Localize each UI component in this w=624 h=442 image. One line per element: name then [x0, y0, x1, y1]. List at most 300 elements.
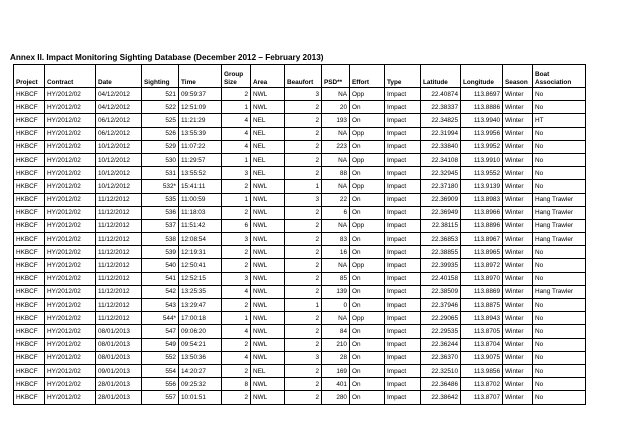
table-cell: Impact [385, 219, 421, 232]
table-cell: Winter [503, 88, 533, 101]
table-row [14, 285, 586, 298]
table-cell: Hang Trawler [533, 219, 586, 232]
table-cell: 113.8896 [461, 219, 503, 232]
table-cell: HT [533, 114, 586, 127]
table-cell: Opp [350, 259, 385, 272]
table-cell: 526 [142, 127, 179, 140]
table-cell: 2 [285, 259, 322, 272]
table-cell: NEL [251, 153, 285, 166]
table-cell: 09:06:20 [179, 325, 222, 338]
table-cell: On [350, 325, 385, 338]
table-cell: 2 [285, 378, 322, 391]
table-cell: HY/2012/02 [45, 391, 96, 404]
table-cell: HKBCF [14, 338, 45, 351]
table-cell: 552 [142, 351, 179, 364]
table-cell: 2 [222, 259, 251, 272]
table-cell: 13:25:35 [179, 285, 222, 298]
table-cell: Winter [503, 325, 533, 338]
table-cell: HKBCF [14, 259, 45, 272]
column-header: Type [385, 65, 421, 88]
column-header: Sighting [142, 65, 179, 88]
table-cell: NWL [251, 206, 285, 219]
table-cell: 2 [222, 180, 251, 193]
table-cell: NWL [251, 180, 285, 193]
table-cell: 12:08:54 [179, 233, 222, 246]
table-cell: 22.39935 [421, 259, 461, 272]
table-row [14, 246, 586, 259]
table-cell: No [533, 338, 586, 351]
table-cell: No [533, 101, 586, 114]
table-cell: 193 [322, 114, 350, 127]
table-cell: 541 [142, 272, 179, 285]
table-cell: On [350, 338, 385, 351]
table-cell: Impact [385, 114, 421, 127]
table-cell: 2 [285, 391, 322, 404]
table-cell: HY/2012/02 [45, 101, 96, 114]
table-cell: HKBCF [14, 233, 45, 246]
table-cell: 06/12/2012 [96, 127, 142, 140]
table-cell: HKBCF [14, 351, 45, 364]
table-cell: NWL [251, 285, 285, 298]
table-cell: No [533, 153, 586, 166]
table-cell: 11:18:03 [179, 206, 222, 219]
table-cell: 22.36909 [421, 193, 461, 206]
table-cell: 11/12/2012 [96, 272, 142, 285]
table-cell: HY/2012/02 [45, 140, 96, 153]
table-cell: HKBCF [14, 312, 45, 325]
table-cell: 14:20:27 [179, 364, 222, 377]
table-cell: 2 [285, 101, 322, 114]
table-cell: Opp [350, 219, 385, 232]
table-cell: HKBCF [14, 391, 45, 404]
table-cell: NWL [251, 88, 285, 101]
table-cell: HKBCF [14, 272, 45, 285]
table-cell: 84 [322, 325, 350, 338]
table-cell: No [533, 140, 586, 153]
table-cell: 04/12/2012 [96, 88, 142, 101]
table-cell: 11/12/2012 [96, 246, 142, 259]
table-cell: 4 [222, 325, 251, 338]
table-cell: 113.9139 [461, 180, 503, 193]
table-cell: 28/01/2013 [96, 378, 142, 391]
table-cell: 4 [222, 114, 251, 127]
table-cell: 210 [322, 338, 350, 351]
table-cell: 113.8943 [461, 312, 503, 325]
table-cell: NWL [251, 378, 285, 391]
table-cell: 11/12/2012 [96, 233, 142, 246]
table-cell: Impact [385, 299, 421, 312]
table-cell: 540 [142, 259, 179, 272]
table-cell: Winter [503, 153, 533, 166]
table-cell: 2 [222, 246, 251, 259]
table-cell: 522 [142, 101, 179, 114]
table-cell: Opp [350, 153, 385, 166]
table-cell: Impact [385, 351, 421, 364]
table-cell: Impact [385, 272, 421, 285]
table-cell: 13:55:39 [179, 127, 222, 140]
table-cell: 3 [285, 193, 322, 206]
table-cell: 531 [142, 167, 179, 180]
table-cell: 2 [222, 338, 251, 351]
table-cell: Winter [503, 391, 533, 404]
table-cell: 525 [142, 114, 179, 127]
table-cell: 547 [142, 325, 179, 338]
table-cell: 11/12/2012 [96, 259, 142, 272]
table-cell: HY/2012/02 [45, 285, 96, 298]
table-cell: Winter [503, 299, 533, 312]
table-cell: HKBCF [14, 114, 45, 127]
table-cell: Winter [503, 114, 533, 127]
table-cell: Impact [385, 391, 421, 404]
table-cell: 1 [222, 193, 251, 206]
table-cell: Opp [350, 180, 385, 193]
table-cell: 543 [142, 299, 179, 312]
table-cell: HY/2012/02 [45, 167, 96, 180]
table-cell: NEL [251, 127, 285, 140]
table-cell: NWL [251, 259, 285, 272]
column-header: Area [251, 65, 285, 88]
table-cell: 113.8869 [461, 285, 503, 298]
column-header: Season [503, 65, 533, 88]
table-cell: On [350, 391, 385, 404]
table-cell: 22.38855 [421, 246, 461, 259]
table-cell: 22.36853 [421, 233, 461, 246]
table-cell: 521 [142, 88, 179, 101]
table-cell: 28 [322, 351, 350, 364]
table-cell: 11/12/2012 [96, 299, 142, 312]
table-cell: 113.8970 [461, 272, 503, 285]
table-cell: 11:21:29 [179, 114, 222, 127]
table-cell: Impact [385, 127, 421, 140]
table-cell: 2 [285, 285, 322, 298]
table-cell: 09/01/2013 [96, 364, 142, 377]
table-cell: Winter [503, 219, 533, 232]
table-cell: 11/12/2012 [96, 193, 142, 206]
table-cell: On [350, 193, 385, 206]
table-cell: 2 [285, 219, 322, 232]
table-cell: 113.8702 [461, 378, 503, 391]
table-cell: Opp [350, 127, 385, 140]
table-cell: HKBCF [14, 246, 45, 259]
table-cell: 113.8705 [461, 325, 503, 338]
table-row [14, 88, 586, 101]
table-cell: Winter [503, 101, 533, 114]
table-cell: HKBCF [14, 285, 45, 298]
table-cell: 113.8983 [461, 193, 503, 206]
table-cell: Opp [350, 88, 385, 101]
table-cell: 09:54:21 [179, 338, 222, 351]
table-cell: No [533, 391, 586, 404]
table-cell: 401 [322, 378, 350, 391]
table-cell: 22.36486 [421, 378, 461, 391]
table-cell: No [533, 180, 586, 193]
table-cell: Impact [385, 378, 421, 391]
table-cell: HY/2012/02 [45, 259, 96, 272]
table-cell: 2 [285, 153, 322, 166]
table-cell: Impact [385, 233, 421, 246]
table-cell: HY/2012/02 [45, 193, 96, 206]
table-cell: No [533, 259, 586, 272]
table-cell: On [350, 285, 385, 298]
table-cell: 539 [142, 246, 179, 259]
table-cell: No [533, 325, 586, 338]
table-cell: HY/2012/02 [45, 338, 96, 351]
table-cell: 09:25:32 [179, 378, 222, 391]
table-cell: 06/12/2012 [96, 114, 142, 127]
table-cell: 3 [222, 167, 251, 180]
table-cell: NA [322, 259, 350, 272]
table-cell: Impact [385, 246, 421, 259]
table-row [14, 153, 586, 166]
table-cell: NWL [251, 193, 285, 206]
table-cell: 22.37180 [421, 180, 461, 193]
table-cell: 2 [285, 127, 322, 140]
table-cell: 554 [142, 364, 179, 377]
table-cell: 13:50:36 [179, 351, 222, 364]
table-cell: Winter [503, 259, 533, 272]
table-cell: 544* [142, 312, 179, 325]
table-cell: 537 [142, 219, 179, 232]
table-cell: 3 [285, 351, 322, 364]
table-cell: HY/2012/02 [45, 246, 96, 259]
table-cell: 2 [285, 312, 322, 325]
table-cell: 113.9940 [461, 114, 503, 127]
table-cell: On [350, 364, 385, 377]
table-row [14, 206, 586, 219]
table-cell: 22.33840 [421, 140, 461, 153]
table-cell: HKBCF [14, 88, 45, 101]
table-cell: 12:52:15 [179, 272, 222, 285]
table-cell: 1 [222, 101, 251, 114]
table-cell: 3 [222, 233, 251, 246]
table-cell: Winter [503, 140, 533, 153]
table-cell: HKBCF [14, 127, 45, 140]
table-cell: 556 [142, 378, 179, 391]
table-cell: 10:01:51 [179, 391, 222, 404]
table-cell: 11:07:22 [179, 140, 222, 153]
column-header: Boat Association [533, 65, 586, 88]
table-cell: Winter [503, 167, 533, 180]
table-cell: HKBCF [14, 219, 45, 232]
table-cell: 113.9952 [461, 140, 503, 153]
table-cell: 22.31994 [421, 127, 461, 140]
table-cell: 11/12/2012 [96, 206, 142, 219]
table-cell: No [533, 272, 586, 285]
table-cell: 113.9552 [461, 167, 503, 180]
table-cell: 22.38509 [421, 285, 461, 298]
table-cell: 113.9956 [461, 127, 503, 140]
table-cell: No [533, 351, 586, 364]
table-cell: HY/2012/02 [45, 272, 96, 285]
table-cell: 1 [222, 153, 251, 166]
table-cell: 113.8972 [461, 259, 503, 272]
table-cell: 4 [222, 140, 251, 153]
table-cell: Winter [503, 378, 533, 391]
table-cell: 113.9856 [461, 364, 503, 377]
table-cell: 20 [322, 101, 350, 114]
table-row [14, 299, 586, 312]
table-cell: 12:51:09 [179, 101, 222, 114]
table-cell: 3 [285, 88, 322, 101]
table-cell: 529 [142, 140, 179, 153]
table-cell: NA [322, 88, 350, 101]
table-cell: 139 [322, 285, 350, 298]
table-cell: 2 [222, 299, 251, 312]
table-cell: HY/2012/02 [45, 206, 96, 219]
table-cell: 13:55:52 [179, 167, 222, 180]
table-cell: Winter [503, 233, 533, 246]
table-row [14, 338, 586, 351]
column-header: PSD** [322, 65, 350, 88]
table-cell: Opp [350, 312, 385, 325]
table-cell: 113.8875 [461, 299, 503, 312]
table-cell: Winter [503, 127, 533, 140]
table-cell: Winter [503, 180, 533, 193]
table-cell: 113.8967 [461, 233, 503, 246]
table-cell: 8 [222, 378, 251, 391]
table-cell: Impact [385, 193, 421, 206]
table-cell: 15:41:11 [179, 180, 222, 193]
table-cell: 22.34825 [421, 114, 461, 127]
table-cell: No [533, 246, 586, 259]
table-cell: No [533, 364, 586, 377]
table-row [14, 101, 586, 114]
table-cell: 2 [222, 206, 251, 219]
table-cell: 11:51:42 [179, 219, 222, 232]
table-cell: Impact [385, 88, 421, 101]
table-cell: Impact [385, 325, 421, 338]
table-cell: 22.38642 [421, 391, 461, 404]
table-cell: 17:00:18 [179, 312, 222, 325]
table-cell: NWL [251, 101, 285, 114]
table-cell: 22.38115 [421, 219, 461, 232]
table-row [14, 378, 586, 391]
table-cell: HKBCF [14, 101, 45, 114]
table-cell: 22.34108 [421, 153, 461, 166]
table-cell: HKBCF [14, 167, 45, 180]
table-cell: 2 [285, 364, 322, 377]
table-cell: HY/2012/02 [45, 312, 96, 325]
table-cell: 22.36244 [421, 338, 461, 351]
table-cell: 22.36370 [421, 351, 461, 364]
table-cell: HKBCF [14, 364, 45, 377]
table-cell: 04/12/2012 [96, 101, 142, 114]
table-cell: 2 [222, 364, 251, 377]
table-cell: 557 [142, 391, 179, 404]
table-cell: HKBCF [14, 206, 45, 219]
table-cell: Winter [503, 351, 533, 364]
table-cell: 2 [285, 338, 322, 351]
table-cell: Winter [503, 206, 533, 219]
table-cell: 13:29:47 [179, 299, 222, 312]
table-cell: HY/2012/02 [45, 299, 96, 312]
table-cell: 2 [222, 391, 251, 404]
table-cell: 12:19:31 [179, 246, 222, 259]
table-cell: 223 [322, 140, 350, 153]
table-cell: NWL [251, 312, 285, 325]
table-header [14, 65, 586, 88]
table-cell: 2 [222, 88, 251, 101]
table-cell: 08/01/2013 [96, 325, 142, 338]
table-cell: 11:00:59 [179, 193, 222, 206]
table-row [14, 167, 586, 180]
table-cell: 08/01/2013 [96, 338, 142, 351]
table-cell: On [350, 272, 385, 285]
table-cell: NWL [251, 233, 285, 246]
table-cell: Impact [385, 338, 421, 351]
table-cell: NEL [251, 140, 285, 153]
table-cell: Impact [385, 180, 421, 193]
table-cell: On [350, 233, 385, 246]
table-cell: 22.32945 [421, 167, 461, 180]
table-cell: HKBCF [14, 299, 45, 312]
table-cell: Impact [385, 101, 421, 114]
table-cell: 85 [322, 272, 350, 285]
table-cell: No [533, 167, 586, 180]
table-cell: 536 [142, 206, 179, 219]
table-cell: Winter [503, 338, 533, 351]
table-cell: 09:59:37 [179, 88, 222, 101]
table-cell: 22.40158 [421, 272, 461, 285]
sighting-table [13, 64, 586, 405]
table-cell: On [350, 299, 385, 312]
table-cell: On [350, 351, 385, 364]
table-cell: Hang Trawler [533, 206, 586, 219]
table-cell: HKBCF [14, 378, 45, 391]
table-cell: 549 [142, 338, 179, 351]
table-cell: 16 [322, 246, 350, 259]
table-cell: 113.8704 [461, 338, 503, 351]
table-cell: NEL [251, 364, 285, 377]
table-cell: 1 [285, 180, 322, 193]
table-cell: HKBCF [14, 140, 45, 153]
table-cell: On [350, 101, 385, 114]
table-cell: Impact [385, 259, 421, 272]
table-cell: 113.8707 [461, 391, 503, 404]
table-cell: 0 [322, 299, 350, 312]
table-cell: 12:50:41 [179, 259, 222, 272]
table-cell: 22.36949 [421, 206, 461, 219]
column-header: Date [96, 65, 142, 88]
table-cell: 10/12/2012 [96, 180, 142, 193]
table-cell: 532* [142, 180, 179, 193]
table-cell: On [350, 206, 385, 219]
table-cell: HY/2012/02 [45, 325, 96, 338]
table-row [14, 312, 586, 325]
table-cell: 530 [142, 153, 179, 166]
table-cell: Impact [385, 285, 421, 298]
table-cell: Winter [503, 193, 533, 206]
table-row [14, 127, 586, 140]
table-cell: 535 [142, 193, 179, 206]
column-header: Longitude [461, 65, 503, 88]
column-header: Project [14, 65, 45, 88]
table-cell: On [350, 114, 385, 127]
table-cell: 2 [285, 140, 322, 153]
table-cell: On [350, 140, 385, 153]
table-cell: 83 [322, 233, 350, 246]
table-cell: Hang Trawler [533, 285, 586, 298]
table-cell: No [533, 88, 586, 101]
table-cell: 22.37946 [421, 299, 461, 312]
column-header: Effort [350, 65, 385, 88]
table-cell: 113.8965 [461, 246, 503, 259]
table-cell: 2 [285, 233, 322, 246]
table-cell: NEL [251, 167, 285, 180]
table-row [14, 114, 586, 127]
table-cell: 2 [285, 325, 322, 338]
table-cell: HKBCF [14, 325, 45, 338]
